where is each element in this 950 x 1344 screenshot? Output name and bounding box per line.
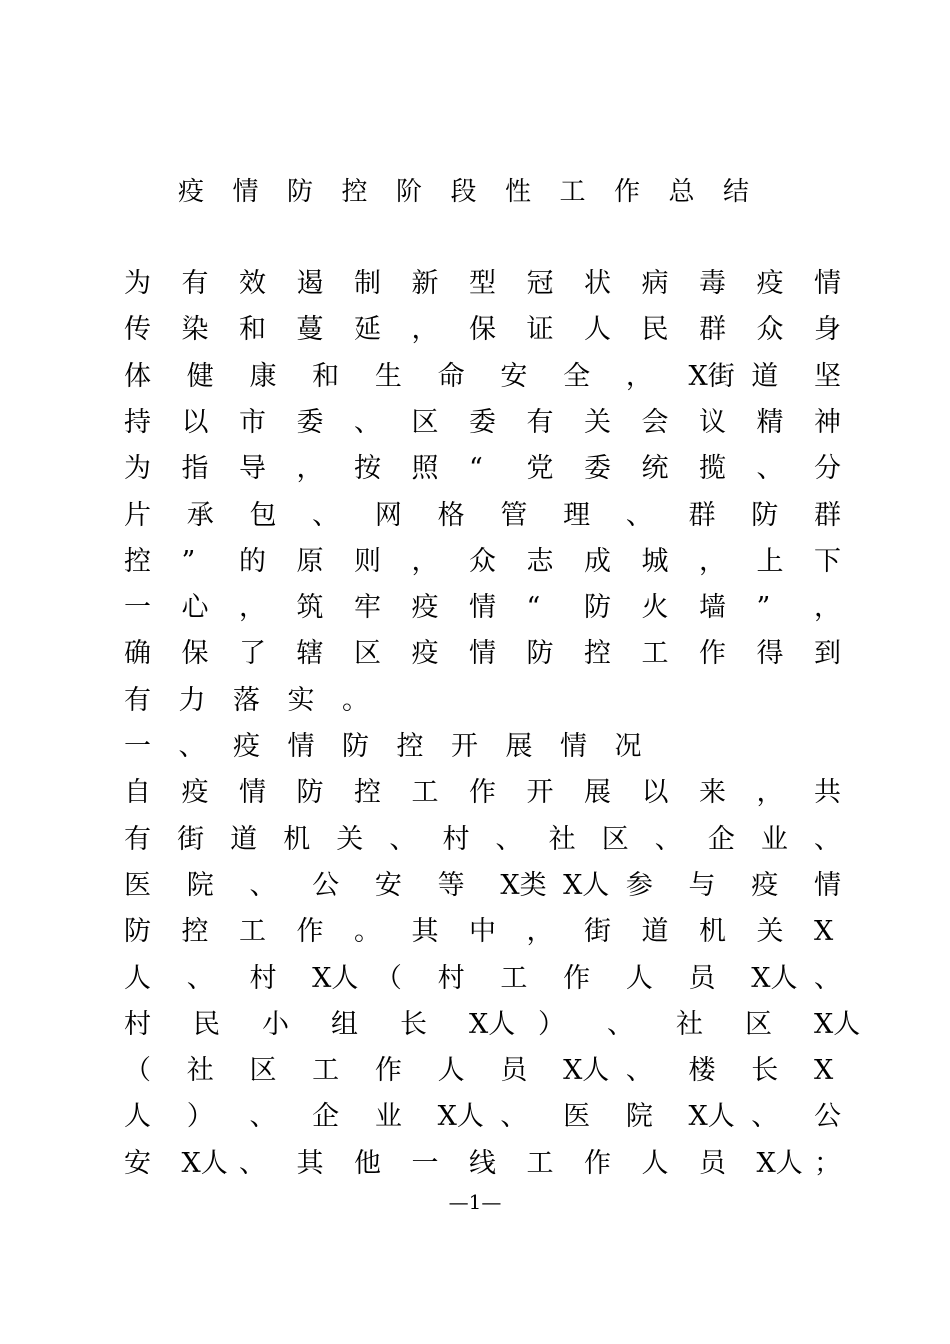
body-char: 院 (625, 1101, 653, 1133)
body-char: 、 (354, 406, 381, 438)
body-char: X人 (814, 1008, 861, 1040)
body-char: 员 (500, 1055, 528, 1087)
body-char: 一 (124, 731, 151, 762)
title-char: 结 (723, 177, 750, 207)
body-char: 群 (699, 314, 726, 346)
body-char: 健 (186, 360, 214, 392)
title-char: 疫 (178, 177, 205, 207)
body-char: 持 (124, 406, 151, 438)
body-char: X人 (437, 1101, 484, 1133)
title-char: 控 (341, 177, 368, 207)
body-char: 保 (469, 314, 496, 346)
body-char: 导 (239, 453, 266, 485)
body-line (124, 1142, 844, 1186)
body-char: ； (814, 1147, 841, 1179)
body-char: 线 (469, 1147, 496, 1179)
body-char: 关 (756, 916, 784, 948)
body-char: 到 (814, 638, 841, 670)
body-char: X人 (756, 1147, 803, 1179)
body-char: （ (374, 962, 402, 994)
body-char: 神 (814, 406, 841, 438)
body-char: 分 (814, 453, 841, 485)
body-char: 疫 (751, 869, 779, 901)
body-char: 全 (563, 360, 591, 392)
body-char: 的 (239, 545, 266, 577)
body-char: 墙 (699, 592, 726, 624)
body-char: 民 (193, 1008, 220, 1040)
body-char: 机 (699, 916, 726, 948)
body-char: 有 (526, 406, 554, 438)
body-line (124, 957, 844, 1001)
body-char: 业 (760, 823, 788, 855)
body-char: 村 (124, 1008, 151, 1040)
body-char: 、 (654, 823, 682, 855)
body-char: 社 (676, 1008, 703, 1040)
body-char: 关 (584, 406, 611, 438)
body-char: 展 (505, 731, 533, 762)
body-char: 社 (548, 823, 576, 855)
body-char: 以 (181, 406, 209, 438)
body-char: 作 (584, 1147, 611, 1179)
body-char: 长 (400, 1008, 427, 1040)
body-char: ） (186, 1101, 214, 1133)
body-line (124, 864, 844, 908)
body-char: X人 (688, 1101, 735, 1133)
body-line (124, 818, 844, 862)
body-char: 坚 (814, 360, 841, 392)
body-char: 防 (342, 731, 369, 762)
body-char: 街 (177, 823, 205, 855)
body-char: 、 (625, 1055, 653, 1087)
body-char: X人 (751, 962, 798, 994)
body-char: 和 (239, 314, 266, 346)
body-char: 延 (354, 314, 381, 346)
body-line (124, 262, 844, 306)
body-char: 道 (641, 916, 669, 948)
body-char: 、 (756, 453, 784, 485)
body-char: 。 (342, 684, 369, 716)
body-char: 他 (354, 1147, 381, 1179)
body-char: 。 (354, 916, 381, 948)
body-char: 众 (756, 314, 784, 346)
body-char: 为 (124, 268, 151, 299)
body-char: 安 (500, 360, 528, 392)
body-char: 共 (814, 777, 841, 809)
body-char: X人 (312, 962, 359, 994)
body-char: ， (411, 314, 439, 346)
body-char: 作 (469, 777, 496, 809)
body-line (124, 447, 844, 491)
body-char: 楼 (688, 1055, 716, 1087)
body-char: 疫 (756, 268, 784, 299)
body-char: 、 (607, 1008, 634, 1040)
title-char: 情 (232, 177, 259, 207)
body-char: 病 (641, 268, 669, 299)
body-char: 市 (239, 406, 266, 438)
body-char: 情 (560, 731, 587, 762)
body-char: 情 (814, 268, 841, 299)
body-char: 区 (354, 638, 381, 670)
body-char: 一 (411, 1147, 439, 1179)
body-char: 工 (239, 916, 266, 948)
body-char: 道 (751, 360, 779, 392)
body-char: 有 (124, 823, 151, 855)
body-line (124, 632, 844, 676)
body-char: 与 (688, 869, 716, 901)
body-char: 、 (239, 1147, 266, 1179)
body-line (124, 401, 844, 445)
body-char: 包 (249, 499, 277, 531)
body-line (124, 1049, 844, 1093)
body-char: 等 (437, 869, 465, 901)
body-char: 传 (124, 314, 151, 346)
body-char: 揽 (699, 453, 726, 485)
body-char: 防 (124, 916, 151, 948)
body-char: 疫 (411, 592, 439, 624)
body-char: 冠 (526, 268, 554, 299)
body-char: 毒 (699, 268, 726, 299)
body-char: 、 (178, 731, 206, 762)
body-char: 控 (396, 731, 424, 762)
body-char: 承 (186, 499, 214, 531)
body-char: 机 (283, 823, 311, 855)
body-char: 、 (249, 869, 277, 901)
body-char: 、 (814, 962, 841, 994)
body-char: 疫 (233, 731, 260, 762)
body-char: 作 (296, 916, 324, 948)
body-line (124, 1003, 861, 1047)
body-char: 力 (178, 684, 206, 716)
body-char: X人 (563, 869, 610, 901)
body-char: 证 (526, 314, 554, 346)
body-char: 党 (526, 453, 554, 485)
body-char: 下 (814, 545, 841, 577)
body-char: “ (469, 453, 483, 485)
body-char: ， (699, 545, 726, 577)
body-char: 长 (751, 1055, 779, 1087)
body-char: 情 (469, 592, 496, 624)
body-char: 区 (601, 823, 629, 855)
body-char: X街 (688, 360, 735, 392)
body-char: 火 (641, 592, 669, 624)
body-line (124, 586, 844, 630)
body-char: 展 (584, 777, 611, 809)
body-char: 按 (354, 453, 381, 485)
body-char: 院 (186, 869, 214, 901)
body-char: 生 (374, 360, 402, 392)
body-char: 城 (641, 545, 669, 577)
body-line (124, 1095, 844, 1139)
body-line (124, 725, 844, 769)
body-char: 人 (437, 1055, 465, 1087)
body-char: 业 (374, 1101, 402, 1133)
body-char: 开 (526, 777, 554, 809)
body-char: 其 (411, 916, 439, 948)
body-char: 情 (814, 869, 841, 901)
body-char: 则 (354, 545, 381, 577)
body-char: 牢 (354, 592, 381, 624)
body-char: 道 (230, 823, 258, 855)
body-char: 、 (751, 1101, 779, 1133)
body-char: ， (411, 545, 439, 577)
body-char: 一 (124, 592, 151, 624)
body-char: 制 (354, 268, 381, 299)
body-char: 格 (437, 499, 465, 531)
body-char: 其 (296, 1147, 324, 1179)
body-line (124, 771, 844, 815)
body-char: 心 (181, 592, 209, 624)
body-char: 委 (296, 406, 324, 438)
body-line (124, 910, 844, 954)
body-char: 落 (233, 684, 260, 716)
body-char: 会 (641, 406, 669, 438)
body-char: 有 (181, 268, 209, 299)
body-char: 有 (124, 684, 151, 716)
body-char: 控 (124, 545, 151, 577)
body-char: ） (538, 1008, 565, 1040)
body-char: 防 (584, 592, 611, 624)
body-char: X类 (500, 869, 547, 901)
body-char: 况 (614, 731, 642, 762)
body-char: 辖 (296, 638, 324, 670)
body-char: 照 (411, 453, 439, 485)
title-char: 段 (450, 177, 477, 207)
body-char: 志 (526, 545, 554, 577)
body-char: 人 (641, 1147, 669, 1179)
body-char: 公 (312, 869, 340, 901)
body-char: 人 (124, 962, 151, 994)
body-char: 民 (641, 314, 669, 346)
body-char: 中 (469, 916, 496, 948)
body-char: 体 (124, 360, 151, 392)
body-char: 染 (181, 314, 209, 346)
body-char: 组 (331, 1008, 358, 1040)
body-char: 、 (814, 823, 841, 855)
body-char: 作 (374, 1055, 402, 1087)
body-char: 群 (688, 499, 716, 531)
body-line (124, 679, 844, 723)
body-char: 公 (814, 1101, 841, 1133)
body-char: ” (756, 592, 771, 624)
body-char: 、 (249, 1101, 277, 1133)
body-char: ， (756, 777, 784, 809)
body-char: 安 (124, 1147, 151, 1179)
body-char: 上 (756, 545, 784, 577)
body-char: 精 (756, 406, 784, 438)
body-char: X人 (181, 1147, 228, 1179)
body-char: 、 (625, 499, 653, 531)
body-char: 康 (249, 360, 277, 392)
body-char: 、 (500, 1101, 528, 1133)
body-char: 情 (469, 638, 496, 670)
body-char: 统 (641, 453, 669, 485)
body-char: 村 (249, 962, 277, 994)
body-char: 村 (442, 823, 470, 855)
body-char: 管 (500, 499, 528, 531)
body-char: 得 (756, 638, 784, 670)
body-char: 人 (584, 314, 611, 346)
body-char: 区 (411, 406, 439, 438)
body-char: 疫 (181, 777, 209, 809)
body-char: 区 (745, 1008, 772, 1040)
page-number: —1— (448, 1190, 502, 1214)
body-char: ” (181, 545, 196, 577)
body-char: 议 (699, 406, 726, 438)
body-line (124, 355, 844, 399)
body-char: 委 (469, 406, 496, 438)
body-char: （ (124, 1055, 151, 1087)
body-line (124, 494, 844, 538)
body-char: 医 (124, 869, 151, 901)
body-char: X (814, 916, 834, 948)
body-char: 工 (526, 1147, 554, 1179)
body-char: 小 (262, 1008, 289, 1040)
title-char: 防 (287, 177, 314, 207)
body-char: 遏 (296, 268, 324, 299)
body-char: 来 (699, 777, 726, 809)
body-char: 网 (374, 499, 402, 531)
body-char: 蔓 (296, 314, 324, 346)
body-char: 员 (688, 962, 716, 994)
body-char: 村 (437, 962, 465, 994)
body-char: 委 (584, 453, 611, 485)
body-char: 情 (239, 777, 266, 809)
body-char: ， (814, 592, 841, 624)
body-char: 人 (124, 1101, 151, 1133)
body-char: 社 (186, 1055, 214, 1087)
body-char: 控 (354, 777, 381, 809)
body-char: 确 (124, 638, 151, 670)
body-char: 工 (312, 1055, 340, 1087)
body-char: 群 (814, 499, 841, 531)
body-char: X (814, 1055, 834, 1087)
body-char: 工 (500, 962, 528, 994)
body-char: 型 (469, 268, 496, 299)
body-char: ， (296, 453, 324, 485)
body-char: 为 (124, 453, 151, 485)
body-char: 、 (312, 499, 340, 531)
body-char: 实 (287, 684, 315, 716)
body-char: 疫 (411, 638, 439, 670)
body-char: 医 (563, 1101, 591, 1133)
body-char: 筑 (296, 592, 324, 624)
body-char: 状 (584, 268, 611, 299)
body-char: 、 (389, 823, 417, 855)
body-char: 员 (699, 1147, 726, 1179)
title-char: 性 (505, 177, 532, 207)
body-char: 众 (469, 545, 496, 577)
body-char: 身 (814, 314, 841, 346)
body-char: 区 (249, 1055, 277, 1087)
body-char: 自 (124, 777, 151, 809)
body-char: 关 (336, 823, 364, 855)
body-line (124, 540, 844, 584)
body-char: 了 (239, 638, 266, 670)
body-char: 人 (625, 962, 653, 994)
body-char: 、 (495, 823, 523, 855)
body-char: 作 (699, 638, 726, 670)
body-char: X人 (469, 1008, 516, 1040)
body-char: 控 (181, 916, 209, 948)
body-char: “ (526, 592, 541, 624)
body-char: 参 (625, 869, 653, 901)
body-char: 新 (411, 268, 439, 299)
body-char: 命 (437, 360, 465, 392)
body-char: ， (625, 360, 653, 392)
body-char: 情 (287, 731, 315, 762)
body-char: 、 (186, 962, 214, 994)
body-char: 工 (411, 777, 439, 809)
body-char: 理 (563, 499, 591, 531)
body-char: 片 (124, 499, 151, 531)
body-char: X人 (563, 1055, 610, 1087)
body-char: 防 (526, 638, 554, 670)
title-char: 阶 (396, 177, 423, 207)
body-line (124, 308, 844, 352)
title-char: 作 (614, 177, 641, 207)
body-char: 安 (374, 869, 402, 901)
body-char: 效 (239, 268, 266, 299)
body-char: ， (239, 592, 266, 624)
body-char: 防 (296, 777, 324, 809)
body-char: 保 (181, 638, 209, 670)
body-char: 和 (312, 360, 340, 392)
body-char: 作 (563, 962, 591, 994)
body-char: 原 (296, 545, 324, 577)
body-char: 企 (707, 823, 735, 855)
body-char: 控 (584, 638, 611, 670)
title-char: 总 (668, 177, 695, 207)
title-char: 工 (559, 177, 586, 207)
body-char: 以 (641, 777, 669, 809)
body-char: ， (526, 916, 554, 948)
body-char: 街 (584, 916, 611, 948)
body-char: 企 (312, 1101, 340, 1133)
body-char: 成 (584, 545, 611, 577)
body-char: 指 (181, 453, 209, 485)
body-char: 工 (641, 638, 669, 670)
body-char: 开 (451, 731, 478, 762)
body-char: 防 (751, 499, 779, 531)
